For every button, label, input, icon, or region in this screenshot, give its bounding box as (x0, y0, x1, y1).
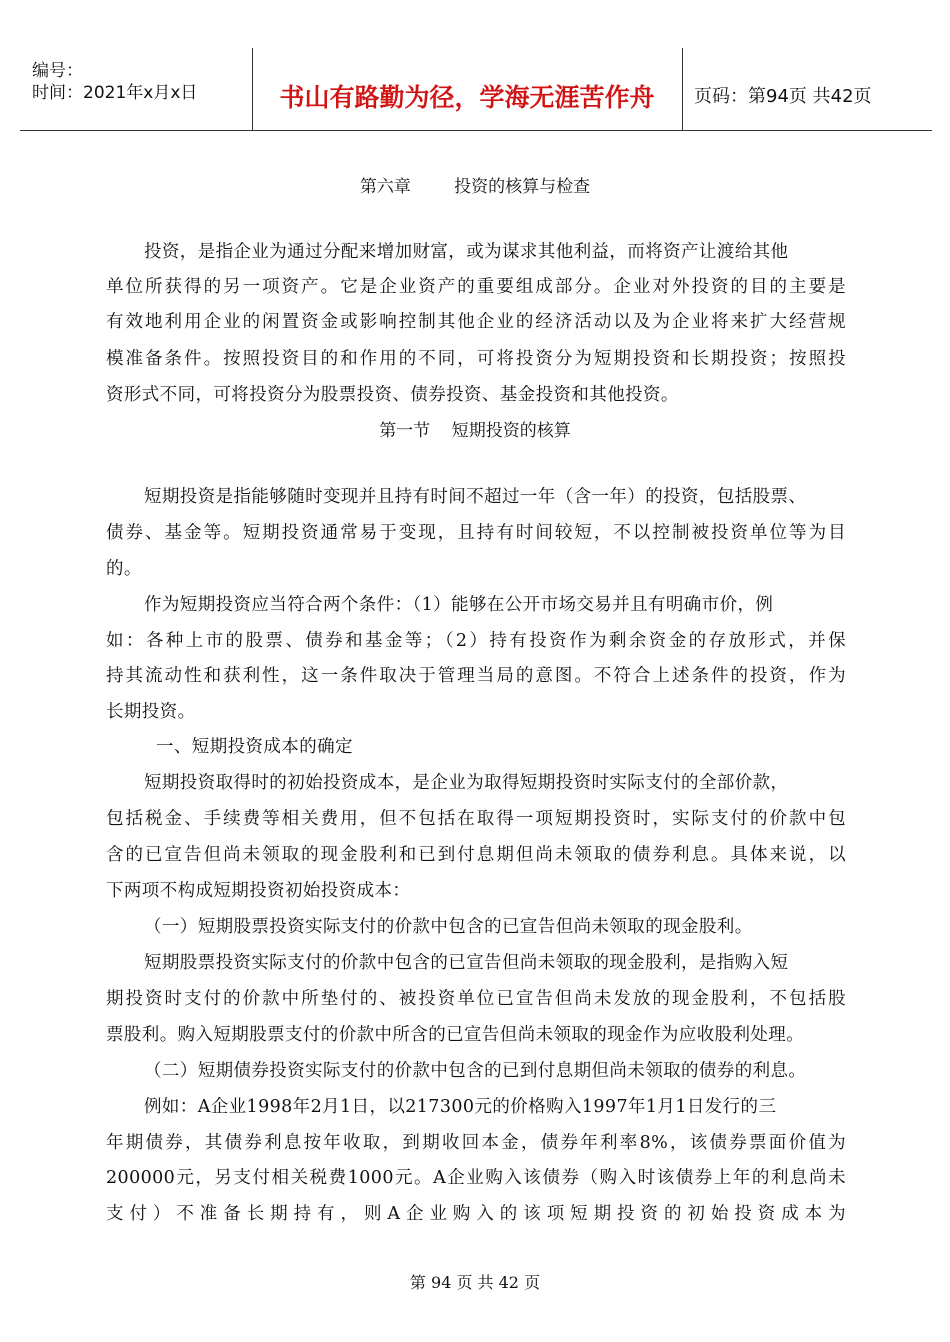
paragraph-line: 如：各种上市的股票、债券和基金等；（2）持有投资作为剩余资金的存放形式，并保 (106, 631, 846, 651)
list-item-heading: （一）短期股票投资实际支付的价款中包含的已宣告但尚未领取的现金股利。 (144, 917, 753, 937)
paragraph-line: 的。 (106, 559, 142, 579)
header-info-cell (20, 48, 253, 130)
paragraph-line: 作为短期投资应当符合两个条件：（1）能够在公开市场交易并且有明确市价，例 (144, 595, 774, 615)
paragraph-line: 下两项不构成短期投资初始投资成本： (106, 881, 411, 901)
document-number-label: 编号： (32, 61, 83, 81)
paragraph-line: 模准备条件。按照投资目的和作用的不同，可将投资分为短期投资和长期投资；按照投 (106, 349, 846, 369)
header-motto-cell (252, 48, 683, 130)
paragraph-line: 长期投资。 (106, 702, 196, 722)
paragraph-line: 期投资时支付的价款中所垫付的、被投资单位已宣告但尚未发放的现金股利，不包括股 (106, 989, 846, 1009)
paragraph-line: 票股利。购入短期股票支付的价款中所含的已宣告但尚未领取的现金作为应收股利处理。 (106, 1025, 805, 1045)
paragraph-line: 200000元，另支付相关税费1000元。A企业购入该债券（购入时该债券上年的利息尚未 (106, 1168, 846, 1188)
motto-text: 书山有路勤为径，学海无涯苦作舟 (279, 83, 655, 112)
paragraph-line: 投资，是指企业为通过分配来增加财富，或为谋求其他利益，而将资产让渡给其他 (144, 242, 789, 262)
paragraph-line: 短期股票投资实际支付的价款中包含的已宣告但尚未领取的现金股利，是指购入短 (144, 953, 789, 973)
list-item-heading: （二）短期债券投资实际支付的价款中包含的已到付息期但尚未领取的债券的利息。 (144, 1061, 807, 1081)
subsection-heading: 一、短期投资成本的确定 (156, 737, 353, 757)
paragraph-line: 年期债券，其债券利息按年收取，到期收回本金，债券年利率8%，该债券票面价值为 (106, 1133, 846, 1153)
page-code: 页码：第94页 共42页 (694, 86, 872, 107)
chapter-title: 第六章 投资的核算与检查 (359, 177, 591, 197)
paragraph-line: 短期投资是指能够随时变现并且持有时间不超过一年（含一年）的投资，包括股票、 (144, 487, 807, 507)
paragraph-line: 包括税金、手续费等相关费用，但不包括在取得一项短期投资时，实际支付的价款中包 (106, 809, 846, 829)
paragraph-line: 支付）不准备长期持有，则A企业购入的该项短期投资的初始投资成本为 (106, 1204, 846, 1224)
document-date: 时间：2021年x月x日 (32, 83, 198, 103)
section-title: 第一节 短期投资的核算 (379, 421, 571, 441)
paragraph-line: 短期投资取得时的初始投资成本，是企业为取得短期投资时实际支付的全部价款， (144, 773, 789, 793)
paragraph-line: 例如：A企业1998年2月1日，以217300元的价格购入1997年1月1日发行的三 (144, 1097, 777, 1117)
paragraph-line: 资形式不同，可将投资分为股票投资、债券投资、基金投资和其他投资。 (106, 385, 679, 405)
page-footer: 第 94 页 共 42 页 (409, 1273, 541, 1292)
paragraph-line: 含的已宣告但尚未领取的现金股利和已到付息期但尚未领取的债券利息。具体来说，以 (106, 845, 846, 865)
paragraph-line: 债券、基金等。短期投资通常易于变现，且持有时间较短，不以控制被投资单位等为目 (106, 523, 846, 543)
header-page-cell (682, 48, 932, 130)
paragraph-line: 有效地利用企业的闲置资金或影响控制其他企业的经济活动以及为企业将来扩大经营规 (106, 312, 846, 332)
paragraph-line: 单位所获得的另一项资产。它是企业资产的重要组成部分。企业对外投资的目的主要是 (106, 277, 846, 297)
paragraph-line: 持其流动性和获利性，这一条件取决于管理当局的意图。不符合上述条件的投资，作为 (106, 666, 846, 686)
document-header (20, 48, 932, 131)
